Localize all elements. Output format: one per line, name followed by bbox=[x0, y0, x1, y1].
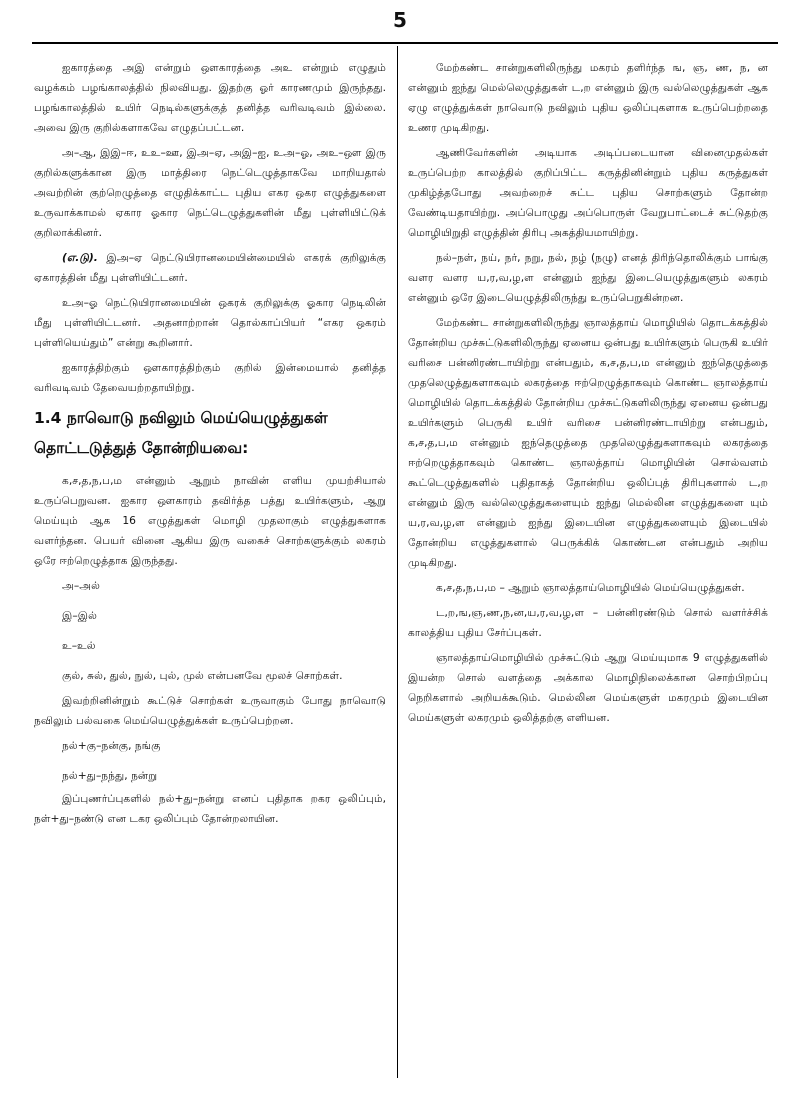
example-text: இஅ–ஏ நெட்டுயிரானமையின்மையில் எகரக் குறிலுக்கு ஏகாரத்தின் மீது புள்ளியிட்டனர். bbox=[34, 251, 386, 284]
left-column bbox=[34, 58, 386, 1080]
example-line: அ–அல் bbox=[62, 579, 100, 592]
paragraph: மேற்கண்ட சான்றுகளிலிருந்து ஞாலத்தாய் மொழியில் தொடக்கத்தில் தோன்றிய முச்சுட்டுகளிலிருந்து ஏனைய ஒன்பது உயிர்களும் பெருகி உயிர் வரிசை பன்னிரண்டாயிற்று என்பதும், க,ச,த,ப,ம என்னும் ஐந்தெழுத்தை முதலெழுத்துகளாகவும் லகரத்தை ஈற்றெழுத்தாகவும் கொண்ட ஞாலத்தாய் மொழியில் தொடக்கத்தில் தோன்றிய முச்சுட்டுகளிலிருந்து ஏனைய ஒன்பது உயிர்களும் பெருகி உயிர் வரிசை பன்னிரண்டாயிற்று என்பதும், க,ச,த,ப,ம என்னும் ஐந்தெழுத்தை முதலெழுத்துகளாகவும் லகரத்தை ஈற்றெழுத்தாகவும் கொண்ட ஞாலத்தாய் மொழியின் சொல்வளம் கூட்டெழுத்துகளில் புதிதாகத் தோன்றிய ஒலிப்புத் திரிபுகளால் ட,ற என்னும் இரு வல்லெழுத்துகளையும் ஐந்து மெல்லின எழுத்துகளை யும் ய,ர,வ,ழ,ள என்னும் ஐந்து இடையின எழுத்துகளையும் இடையில் தோன்றிய எழுத்துகளால் பெருக்கிக் கொண்டன என்பதும் அறிய முடிகிறது. bbox=[408, 316, 768, 569]
paragraph: ஐகாரத்தை அஇ என்றும் ஔகாரத்தை அஉ என்றும் எழுதும் வழக்கம் பழங்காலத்தில் நிலவியது. இதற்கு ஓர் காரணமும் இருந்தது. பழங்காலத்தில் உயிர் நெடில்களுக்குத் தனித்த வரிவடிவம் இல்லை. அவை இரு குறில்களாகவே எழுதப்பட்டன. bbox=[34, 61, 386, 134]
paragraph: நல்–நள், நய், நர், நறு, நல், நழ் (நழு) எனத் திரிந்தொலிக்கும் பாங்கு வளர வளர ய,ர,வ,ழ,ள என்னும் ஐந்து இடையெழுத்துகளும் லகரம் என்னும் ஒரே இடையெழுத்திலிருந்து உருப்பெறுகின்றன. bbox=[408, 251, 768, 304]
paragraph: ட,ற,ங,ஞ,ண,ந,ன,ய,ர,வ,ழ,ள – பன்னிரண்டும் சொல் வளர்ச்சிக் காலத்திய புதிய சேர்ப்புகள். bbox=[408, 606, 768, 639]
column-divider bbox=[397, 46, 398, 1078]
paragraph: ஞாலத்தாய்மொழியில் முச்சுட்டும் ஆறு மெய்யுமாக 9 எழுத்துகளில் இயன்ற சொல் வளத்தை அக்கால மொழிநிலைக்கான சொற்பிறப்பு நெறிகளால் அறியக்கூடும். மெல்லின மெய்களுள் மகரமும் இடையின மெய்களுள் லகரமும் ஒலித்தற்கு எளியன. bbox=[408, 651, 768, 724]
paragraph: குல், சுல், துல், நுல், புல், முல் என்பனவே மூலச் சொற்கள். bbox=[62, 669, 343, 682]
paragraph: மேற்கண்ட சான்றுகளிலிருந்து மகரம் தளிர்ந்த ங, ஞ, ண, ந, ன என்னும் ஐந்து மெல்லெழுத்துகள் ட,ற என்னும் இரு வல்லெழுத்துகள் ஆக ஏழு எழுத்துக்கள் நாவொடு நவிலும் புதிய ஒலிப்புகளாக உருப்பெற்றதை உணர முடிகிறது. bbox=[408, 61, 768, 134]
example-label: (எ.டு). bbox=[62, 251, 98, 264]
paragraph: உஅ–ஓ நெட்டுயிரானமையின் ஒகரக் குறிலுக்கு ஓகார நெடிலின் மீது புள்ளியிட்டனர். அதனாற்றான் தொல்காப்பியர் “எகர ஒகரம் புள்ளியெய்தும்” என்று கூறினார். bbox=[34, 296, 386, 349]
example-line: நல்+கு–நன்கு, நங்கு bbox=[62, 739, 161, 752]
example-line: இ–இல் bbox=[62, 609, 98, 622]
section-heading: 1.4 நாவொடு நவிலும் மெய்யெழுத்துகள் தொட்டடுத்துத் தோன்றியவை: bbox=[34, 409, 328, 457]
paragraph: ஐகாரத்திற்கும் ஔகாரத்திற்கும் குறில் இன்மையால் தனித்த வரிவடிவம் தேவையற்றதாயிற்று. bbox=[34, 361, 386, 394]
paragraph: அ–ஆ, இஇ–ஈ, உஉ–ஊ, இஅ–ஏ, அஇ–ஐ, உஅ–ஓ, அஉ–ஔ இரு குறில்களுக்கான இரு மாத்திரை நெட்டெழுத்தாகவே மாறியதால் அவற்றின் குற்றெழுத்தை எழுதிக்காட்ட புதிய எகர ஒகர எழுத்துகளை உருவாக்காமல் ஏகார ஓகார நெட்டெழுத்துகளின் மீது புள்ளியிட்டுக் குறிலாக்கினர். bbox=[34, 146, 386, 239]
header-rule bbox=[32, 42, 778, 44]
example-line: உ–உல் bbox=[62, 639, 96, 652]
paragraph: க,ச,த,ந,ப,ம – ஆறும் ஞாலத்தாய்மொழியில் மெய்யெழுத்துகள். bbox=[436, 581, 745, 594]
right-column bbox=[408, 58, 768, 1080]
example-line: நல்+து–நந்து, நன்று bbox=[62, 769, 158, 782]
paragraph: க,ச,த,ந,ப,ம என்னும் ஆறும் நாவின் எளிய முயற்சியால் உருப்பெறுவன. ஐகார ஔகாரம் தவிர்த்த பத்து உயிர்களும், ஆறு மெய்யும் ஆக 16 எழுத்துகள் மொழி முதலாகும் எழுத்துகளாக வளர்ந்தன. பெயர் வினை ஆகிய இரு வகைச் சொற்களுக்கும் லகரம் ஒரே ஈற்றெழுத்தாக இருந்தது. bbox=[34, 474, 386, 567]
paragraph: இவற்றினின்றும் கூட்டுச் சொற்கள் உருவாகும் போது நாவொடு நவிலும் பல்வகை மெய்யெழுத்துக்கள் உருப்பெற்றன. bbox=[34, 694, 386, 727]
paragraph: ஆணிவேர்களின் அடியாக அடிப்படையான வினைமுதல்கள் உருப்பெற்ற காலத்தில் குறிப்பிட்ட கருத்தினின்றும் புதிய கருத்துகள் முகிழ்த்தபோது அவற்றைச் சுட்ட புதிய சொற்களும் தோன்ற வேண்டியதாயிற்று. அப்பொழுது அப்பொருள் வேறுபாட்டைச் சுட்டுதற்கு மொழியிறுதி எழுத்தின் திரிபு அகத்தியமாயிற்று. bbox=[408, 146, 768, 239]
page-number: 5 bbox=[393, 8, 407, 32]
example-paragraph bbox=[34, 248, 386, 288]
paragraph: இப்புணர்ப்புகளில் நல்+து–நன்று எனப் புதிதாக றகர ஒலிப்பும், நள்+து–நண்டு என டகர ஒலிப்பும் தோன்றலாயின. bbox=[34, 792, 386, 825]
